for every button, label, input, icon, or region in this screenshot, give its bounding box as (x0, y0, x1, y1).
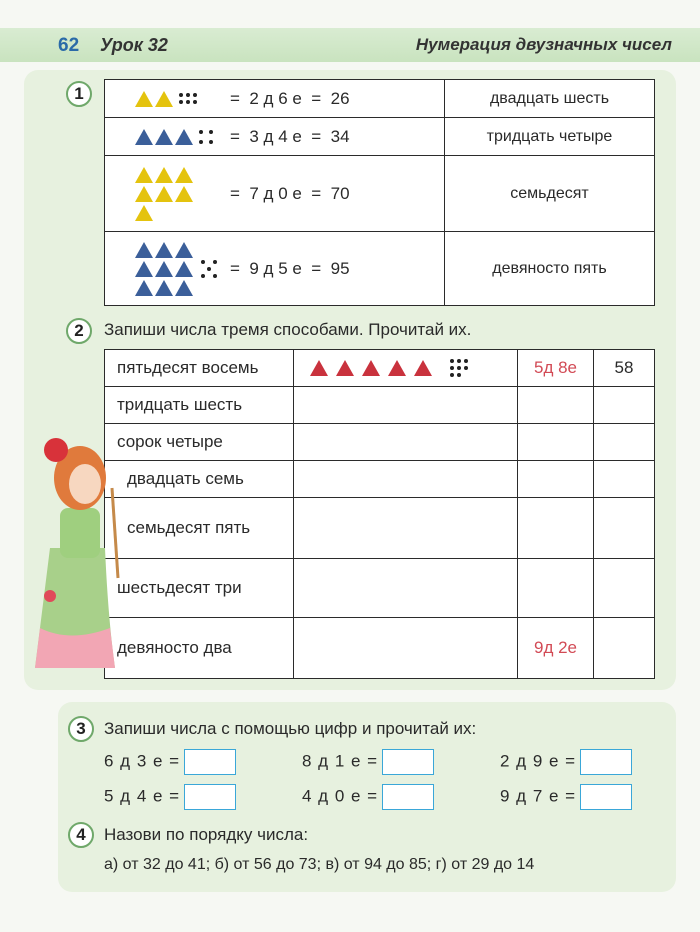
task1-expression: = 3 д 4 е = 34 (230, 126, 350, 146)
table-row (105, 461, 655, 498)
triangle-icon (414, 360, 432, 376)
task3-expression: 8 д 1 е = (302, 751, 379, 771)
task2-picture-cell[interactable] (294, 498, 518, 559)
table-row (105, 156, 655, 232)
triangle-icon (362, 360, 380, 376)
task2-title: Запиши числа тремя способами. Прочитай их. (104, 320, 472, 339)
task2-picture-cell[interactable] (294, 387, 518, 424)
task1-expr-cell (105, 80, 445, 118)
task3-expression: 4 д 0 е = (302, 786, 379, 806)
triangle-group (135, 242, 230, 296)
task2-word: тридцать шесть (105, 387, 294, 424)
task2-picture-cell[interactable] (294, 559, 518, 618)
answer-box[interactable] (580, 749, 632, 775)
task3-expression: 6 д 3 е = (104, 751, 181, 771)
triangle-icon (388, 360, 406, 376)
task2-word: двадцать семь (105, 461, 294, 498)
task1-expr-cell (105, 118, 445, 156)
task3-number: 3 (68, 716, 94, 742)
task2-table (104, 349, 655, 679)
triangle-group (135, 167, 230, 221)
triangle-icon (155, 129, 173, 145)
triangle-icon (155, 167, 173, 183)
triangle-icon (155, 280, 173, 296)
task2-picture-cell[interactable] (294, 461, 518, 498)
task4-title: Назови по порядку числа: (104, 825, 309, 844)
triangle-icon (155, 242, 173, 258)
table-row (105, 618, 655, 679)
triangle-icon (175, 242, 193, 258)
triangle-icon (336, 360, 354, 376)
triangle-icon (135, 167, 153, 183)
table-row (105, 387, 655, 424)
task3-item (500, 749, 632, 775)
triangle-icon (175, 186, 193, 202)
task2-word: шестьдесят три (105, 559, 294, 618)
task1-expression: = 2 д 6 е = 26 (230, 88, 350, 108)
task4-number: 4 (68, 822, 94, 848)
answer-box[interactable] (382, 749, 434, 775)
task2-tens-units[interactable] (518, 559, 594, 618)
task2-number-cell[interactable] (594, 387, 655, 424)
task2-tens-units[interactable] (518, 461, 594, 498)
table-row (105, 559, 655, 618)
triangle-group (135, 91, 230, 107)
task2-word: девяносто два (105, 618, 294, 679)
task1-table (104, 79, 655, 306)
task1-expr-cell (105, 232, 445, 306)
task3-item (104, 749, 236, 775)
task2-number-cell[interactable] (594, 461, 655, 498)
triangle-icon (175, 261, 193, 277)
triangle-icon (155, 91, 173, 107)
task4-text: а) от 32 до 41; б) от 56 до 73; в) от 94 до 85; г) от 29 до 14 (104, 856, 535, 873)
dots-icon (450, 359, 468, 377)
task1-word: тридцать четыре (445, 118, 655, 156)
task2-tens-units[interactable] (518, 498, 594, 559)
girl-illustration (30, 428, 120, 678)
triangle-icon (135, 129, 153, 145)
triangle-icon (155, 261, 173, 277)
dots-icon (201, 260, 221, 278)
table-row (105, 350, 655, 387)
triangle-icon (135, 205, 153, 221)
task3-expression: 2 д 9 е = (500, 751, 577, 771)
task2-tens-units: 9д 2е (518, 618, 594, 679)
task2-number-cell[interactable] (594, 559, 655, 618)
task2-picture-cell[interactable] (294, 424, 518, 461)
answer-box[interactable] (382, 784, 434, 810)
task1-number: 1 (66, 81, 92, 107)
triangle-icon (135, 242, 153, 258)
triangle-icon (310, 360, 328, 376)
triangle-icon (175, 167, 193, 183)
task1-word: девяносто пять (445, 232, 655, 306)
page-number: 62 (58, 35, 80, 56)
task3-expression: 9 д 7 е = (500, 786, 577, 806)
task1-word: двадцать шесть (445, 80, 655, 118)
dots-icon (179, 93, 197, 104)
triangle-icon (135, 186, 153, 202)
task1-expr-cell (105, 156, 445, 232)
task2-number-cell: 58 (594, 350, 655, 387)
topic-title: Нумерация двузначных чисел (415, 35, 672, 54)
answer-box[interactable] (580, 784, 632, 810)
task2-tens-units: 5д 8е (518, 350, 594, 387)
table-row (105, 232, 655, 306)
task3-item (104, 784, 236, 810)
task1-word: семьдесят (445, 156, 655, 232)
table-row (105, 498, 655, 559)
table-row (105, 118, 655, 156)
table-row (105, 424, 655, 461)
task3-item (500, 784, 632, 810)
task2-tens-units[interactable] (518, 424, 594, 461)
task2-picture-cell (294, 350, 518, 387)
task2-picture-cell[interactable] (294, 618, 518, 679)
answer-box[interactable] (184, 784, 236, 810)
task3-item (302, 749, 434, 775)
task2-number-cell[interactable] (594, 424, 655, 461)
task2-number-cell[interactable] (594, 618, 655, 679)
task3-title: Запиши числа с помощью цифр и прочитай их: (104, 719, 477, 738)
table-row (105, 80, 655, 118)
triangle-icon (135, 280, 153, 296)
task2-word: сорок четыре (105, 424, 294, 461)
dots-icon (199, 130, 213, 144)
task2-word: семьдесят пять (105, 498, 294, 559)
task2-number-cell[interactable] (594, 498, 655, 559)
answer-box[interactable] (184, 749, 236, 775)
task1-expression: = 7 д 0 е = 70 (230, 183, 350, 203)
triangle-icon (155, 186, 173, 202)
triangle-icon (175, 280, 193, 296)
task3-expression: 5 д 4 е = (104, 786, 181, 806)
task3-item (302, 784, 434, 810)
triangle-icon (175, 129, 193, 145)
task2-word: пятьдесят восемь (105, 350, 294, 387)
task2-number: 2 (66, 318, 92, 344)
task1-expression: = 9 д 5 е = 95 (230, 258, 350, 278)
triangle-group (135, 129, 230, 145)
triangle-icon (135, 261, 153, 277)
triangle-icon (135, 91, 153, 107)
lesson-title: Урок 32 (100, 35, 168, 55)
task2-tens-units[interactable] (518, 387, 594, 424)
